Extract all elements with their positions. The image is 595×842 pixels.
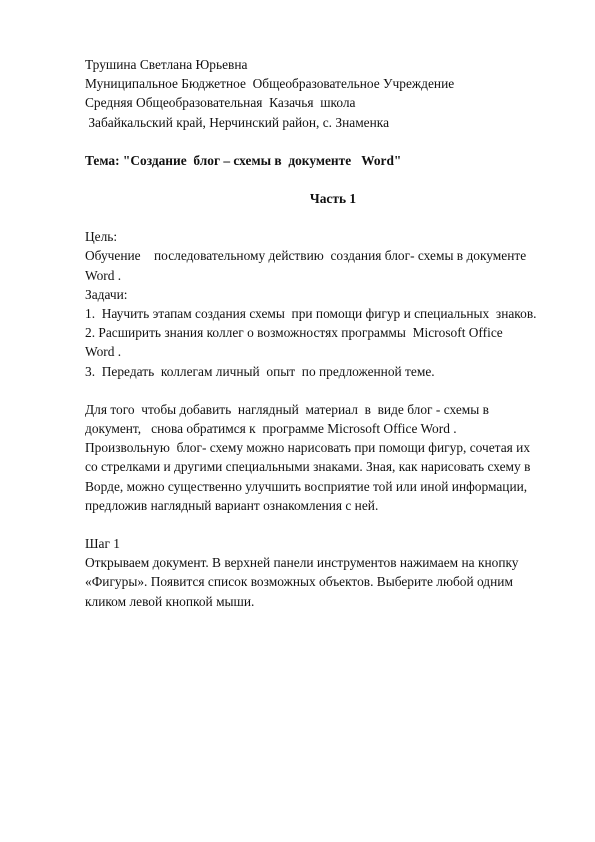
task-item-2-line-1: 2. Расширить знания коллег о возможностях программы Microsoft Office	[85, 325, 503, 341]
step-1-line-3: кликом левой кнопкой мыши.	[85, 593, 255, 609]
part-heading: Часть 1	[309, 191, 357, 207]
goal-text-line-2: Word .	[85, 267, 122, 283]
task-item-2-line-2: Word .	[85, 344, 122, 360]
spacer	[85, 208, 565, 227]
organization-line-2: Средняя Общеобразовательная Казачья школа	[85, 95, 356, 111]
topic-heading: Тема: "Создание блог – схемы в документе Word"	[85, 152, 402, 168]
tasks-label: Задачи:	[85, 286, 128, 302]
intro-paragraph-line-3: Произвольную блог- схему можно нарисовать при помощи фигур, сочетая их	[85, 440, 531, 456]
author-name: Трушина Светлана Юрьевна	[85, 57, 248, 72]
spacer	[85, 515, 565, 534]
spacer	[85, 381, 565, 400]
task-item-1: 1. Научить этапам создания схемы при помощи фигур и специальных знаков.	[85, 306, 537, 322]
step-1-line-1: Открываем документ. В верхней панели инструментов нажимаем на кнопку	[85, 555, 519, 571]
document-body	[85, 55, 565, 611]
organization-line-1: Муниципальное Бюджетное Общеобразовательное Учреждение	[85, 76, 455, 92]
spacer	[85, 170, 565, 189]
intro-paragraph-line-2: документ, снова обратимся к программе Microsoft Office Word .	[85, 421, 457, 437]
goal-text-line-1: Обучение последовательному действию создания блог- схемы в документе	[85, 248, 527, 264]
intro-paragraph-line-4: со стрелками и другими специальными знаками. Зная, как нарисовать схему в	[85, 459, 531, 475]
task-item-3: 3. Передать коллегам личный опыт по предложенной теме.	[85, 363, 435, 379]
goal-label: Цель:	[85, 229, 118, 245]
organization-line-3: Забайкальский край, Нерчинский район, с. Знаменка	[85, 114, 390, 130]
intro-paragraph-line-6: предложив наглядный вариант ознакомления с ней.	[85, 497, 379, 513]
spacer	[85, 132, 565, 151]
intro-paragraph-line-1: Для того чтобы добавить наглядный материал в виде блог - схемы в	[85, 401, 489, 417]
step-1-line-2: «Фигуры». Появится список возможных объектов. Выберите любой одним	[85, 574, 513, 590]
step-1-label: Шаг 1	[85, 536, 120, 552]
intro-paragraph-line-5: Ворде, можно существенно улучшить восприятие той или иной информации,	[85, 478, 528, 494]
